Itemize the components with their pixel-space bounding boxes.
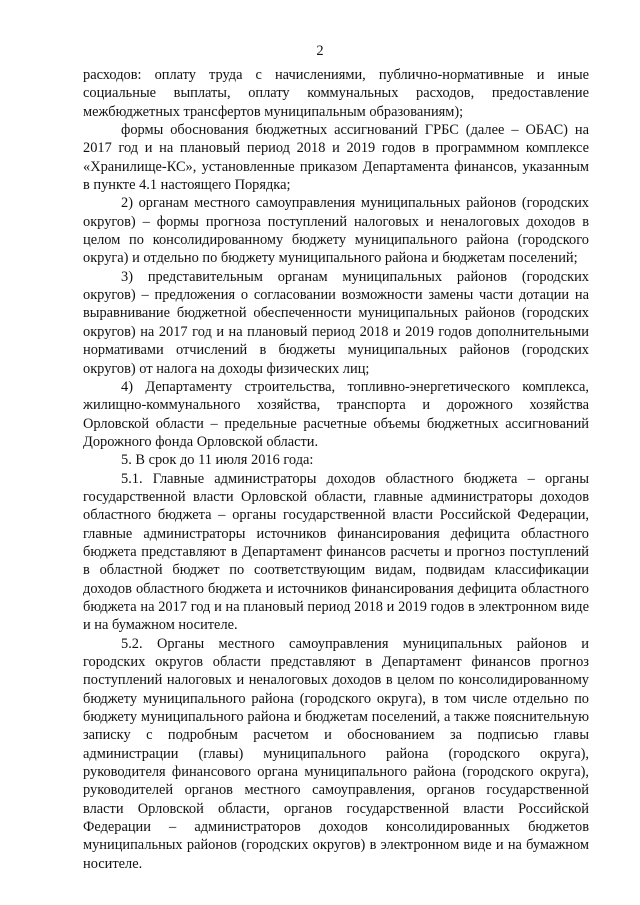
paragraph-section-5-1: 5.1. Главные администраторы доходов областного бюджета – органы государственной власти Орловской области, главные администраторы доходов областного бюджета – органы государственной власти Российской Федерации, главные администраторы источников финансирования дефицита областного бюджета представляют в Департамент финансов расчеты и прогноз поступлений в областной бюджет по соответствующим видам, подвидам классификации доходов областного бюджета и источников финансирования дефицита областного бюджета на 2017 год и на плановый период 2018 и 2019 годов в электронном виде и на бумажном носителе.: [83, 470, 589, 634]
paragraph-section-5: 5. В срок до 11 июля 2016 года:: [121, 452, 314, 469]
body-text: [83, 66, 589, 873]
page-number: 2: [316, 43, 324, 59]
paragraph-item-4: 4) Департаменту строительства, топливно-энергетического комплекса, жилищно-коммунального хозяйства, транспорта и дорожного хозяйства Орловской области – предельные расчетные объемы бюджетных ассигнований Дорожного фонда Орловской области.: [83, 378, 589, 450]
paragraph-obas-forms: формы обоснования бюджетных ассигнований ГРБС (далее – ОБАС) на 2017 год и на плановый период 2018 и 2019 годов в программном комплексе «Хранилище-КС», установленные приказом Департамента финансов, указанным в пункте 4.1 настоящего Порядка;: [83, 122, 589, 194]
paragraph-section-5-2: 5.2. Органы местного самоуправления муниципальных районов и городских округов области представляют в Департамент финансов прогноз поступлений налоговых и неналоговых доходов в целом по консолидированному бюджету муниципального района (городского округа), в том числе отдельно по бюджету муниципального района и бюджетам поселений, а также пояснительную записку с подробным расчетом и обоснованием за подписью главы администрации (главы) муниципального района (городского округа), руководителя финансового органа муниципального района (городского округа), руководителей органов местного самоуправления, органов государственной власти Орловской области, органов государственной власти Российской Федерации – администраторов доходов консолидированных бюджетов муниципальных районов (городских округов) в электронном виде и на бумажном носителе.: [83, 635, 589, 872]
paragraph-item-2: 2) органам местного самоуправления муниципальных районов (городских округов) – формы прогноза поступлений налоговых и неналоговых доходов в целом по консолидированному бюджету муниципального района (городского округа) и отдельно по бюджету муниципального района и бюджетам поселений;: [83, 195, 589, 267]
paragraph-item-3: 3) представительным органам муниципальных районов (городских округов) – предложения о согласовании возможности замены части дотации на выравнивание бюджетной обеспеченности муниципальных районов (городских округов) на 2017 год и на плановый период 2018 и 2019 годов дополнительными нормативами отчислений в бюджеты муниципальных районов (городских округов) от налога на доходы физических лиц;: [83, 268, 589, 377]
paragraph-expenses-continuation: расходов: оплату труда с начислениями, публично-нормативные и иные социальные выплаты, оплату коммунальных расходов, предоставление межбюджетных трансфертов муниципальным образованиям);: [83, 67, 589, 120]
